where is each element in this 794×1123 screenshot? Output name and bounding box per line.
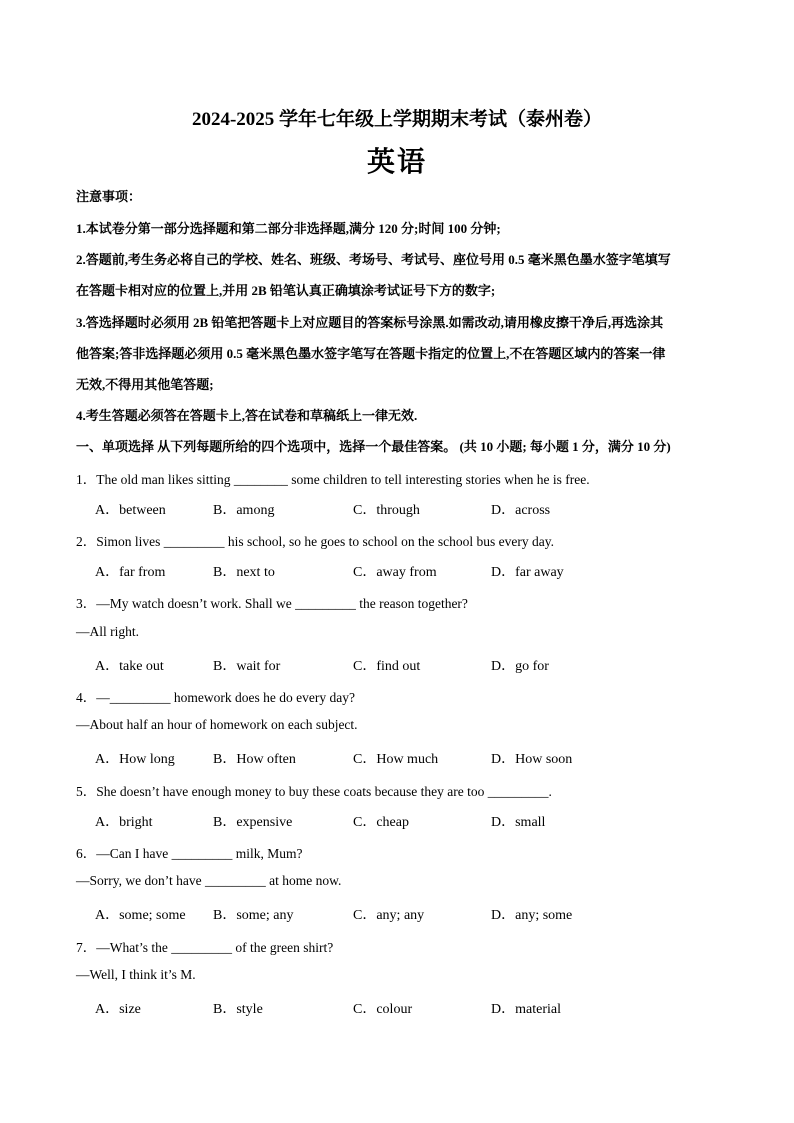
option-c: C．away from: [353, 565, 437, 580]
option-c: C．How much: [353, 752, 439, 767]
option-a: A．take out: [95, 659, 164, 674]
option-d: D．small: [491, 815, 546, 830]
option-d: D．any; some: [491, 908, 573, 923]
note-line: 他答案;答非选择题必须用 0.5 毫米黑色墨水签字笔写在答题卡指定的位置上,不在答题区域内的答案一律: [76, 346, 666, 361]
option-b: B．among: [213, 503, 275, 518]
option-b: B．style: [213, 1002, 263, 1017]
option-c: C．through: [353, 503, 420, 518]
question-stem: 5．She doesn’t have enough money to buy these coats because they are too _________.: [76, 784, 552, 799]
option-b: B．How often: [213, 752, 296, 767]
option-b: B．next to: [213, 565, 275, 580]
option-a: A．size: [95, 1002, 141, 1017]
question-stem: 6．—Can I have _________ milk, Mum?: [76, 846, 303, 861]
subject-title: 英语: [366, 147, 427, 178]
question-reply: —Sorry, we don’t have _________ at home now.: [76, 873, 342, 888]
option-a: A．between: [95, 503, 166, 518]
question-reply: —About half an hour of homework on each subject.: [76, 717, 358, 732]
option-b: B．some; any: [213, 908, 294, 923]
option-c: C．find out: [353, 659, 421, 674]
section-heading: 一、单项选择 从下列每题所给的四个选项中，选择一个最佳答案。 (共 10 小题; 每小题 1 分，满分 10 分): [76, 439, 671, 454]
option-b: B．wait for: [213, 659, 281, 674]
note-line: 4.考生答题必须答在答题卡上,答在试卷和草稿纸上一律无效.: [76, 408, 418, 423]
question-reply: —All right.: [76, 624, 139, 639]
exam-title: 2024-2025 学年七年级上学期期末考试（泰州卷）: [191, 109, 603, 130]
question-stem: 2．Simon lives _________ his school, so he goes to school on the school bus every day.: [76, 534, 554, 549]
question-stem: 1．The old man likes sitting ________ some children to tell interesting stories when he is free.: [76, 472, 590, 487]
note-line: 1.本试卷分第一部分选择题和第二部分非选择题,满分 120 分;时间 100 分钟;: [76, 221, 501, 236]
option-a: A．far from: [95, 565, 166, 580]
option-d: D．across: [491, 503, 551, 518]
note-line: 无效,不得用其他笔答题;: [76, 377, 214, 392]
option-a: A．some; some: [95, 908, 186, 923]
question-stem: 7．—What’s the _________ of the green shirt?: [76, 940, 334, 955]
option-d: D．material: [491, 1002, 561, 1017]
note-line: 在答题卡相对应的位置上,并用 2B 铅笔认真正确填涂考试证号下方的数字;: [76, 283, 496, 298]
option-d: D．far away: [491, 565, 564, 580]
note-line: 2.答题前,考生务必将自己的学校、姓名、班级、考场号、考试号、座位号用 0.5 毫米黑色墨水签字笔填写: [76, 252, 671, 267]
notes-heading: 注意事项：: [76, 189, 142, 204]
option-d: D．go for: [491, 659, 549, 674]
option-d: D．How soon: [491, 752, 573, 767]
option-c: C．cheap: [353, 815, 409, 830]
question-stem: 4．—_________ homework does he do every day?: [76, 690, 355, 705]
option-a: A．How long: [95, 752, 175, 767]
question-reply: —Well, I think it’s M.: [76, 967, 196, 982]
option-b: B．expensive: [213, 815, 293, 830]
option-c: C．any; any: [353, 908, 425, 923]
option-a: A．bright: [95, 815, 153, 830]
question-stem: 3．—My watch doesn’t work. Shall we _________ the reason together?: [76, 596, 468, 611]
option-c: C．colour: [353, 1002, 413, 1017]
note-line: 3.答选择题时必须用 2B 铅笔把答题卡上对应题目的答案标号涂黑.如需改动,请用橡皮擦干净后,再选涂其: [76, 315, 664, 330]
